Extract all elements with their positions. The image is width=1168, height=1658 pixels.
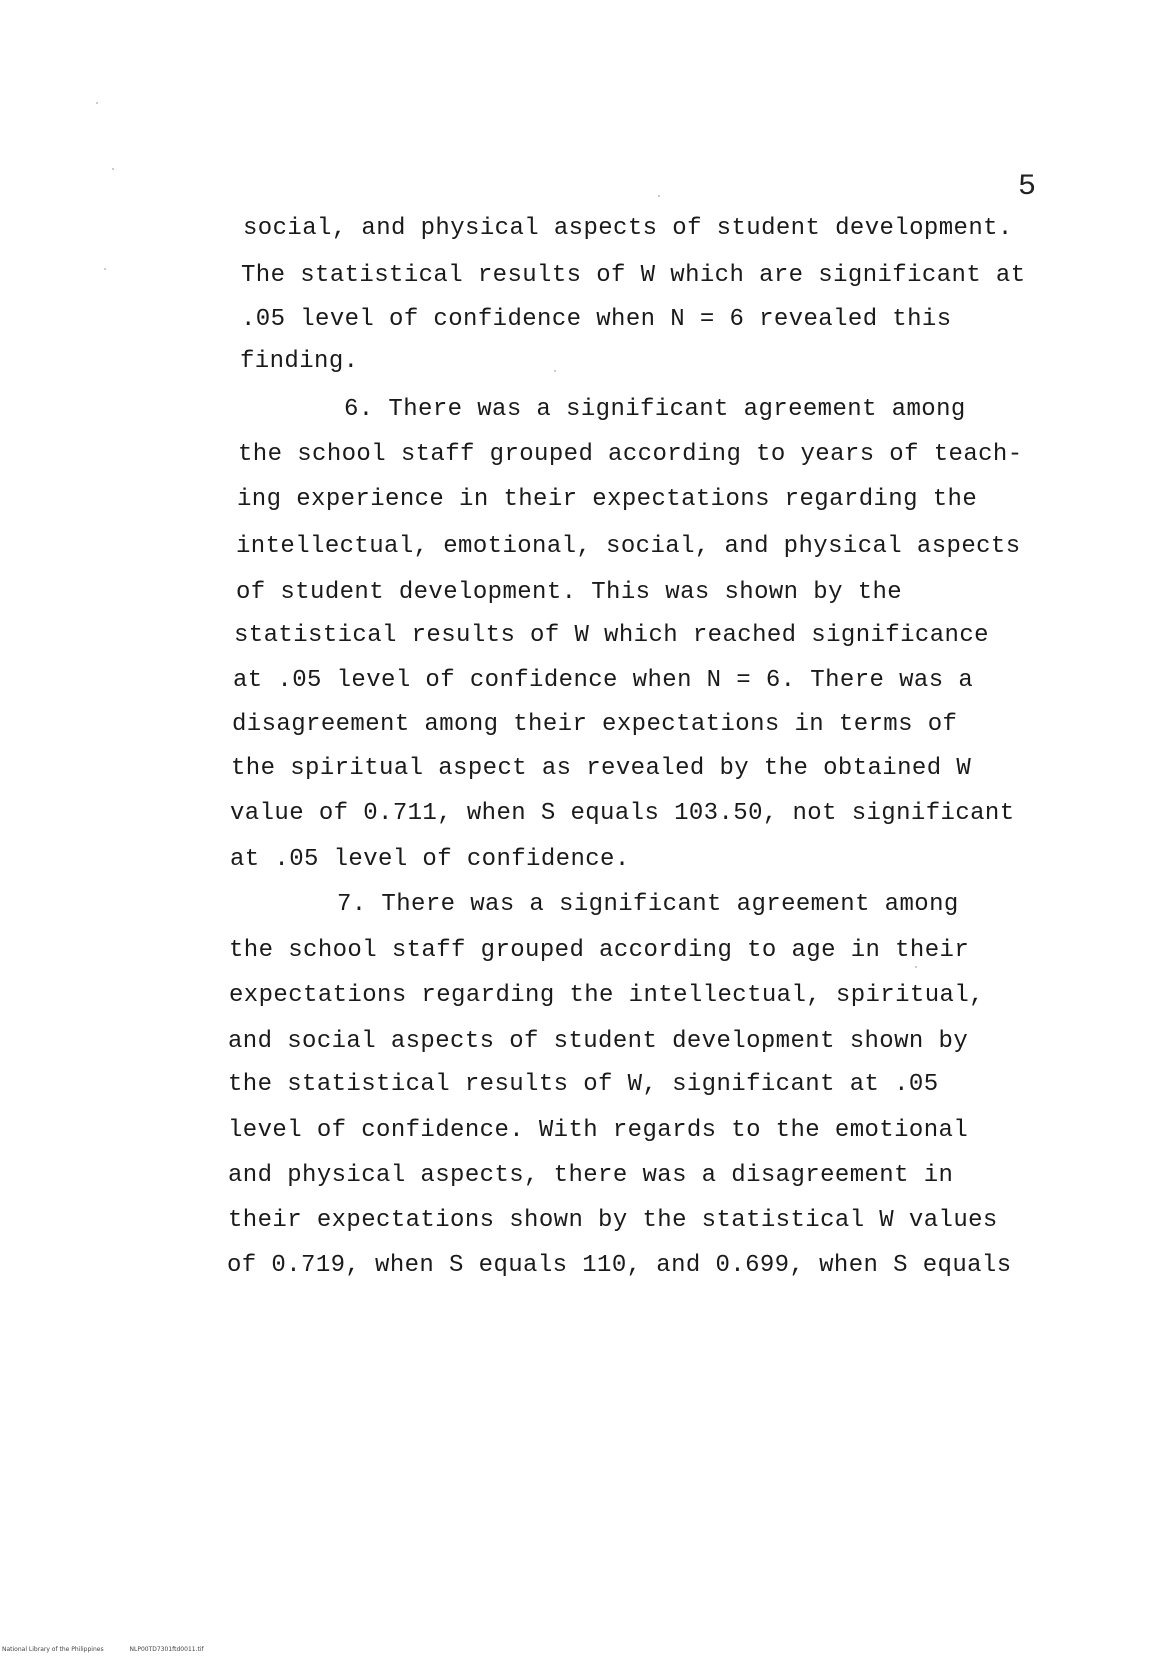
text-line: value of 0.711, when S equals 103.50, not significant <box>230 800 1015 827</box>
scan-speck <box>915 966 917 968</box>
page-number: 5 <box>1018 170 1037 204</box>
scan-speck <box>96 102 98 104</box>
text-line: level of confidence. With regards to the emotional <box>228 1117 969 1144</box>
text-line: The statistical results of W which are significant at <box>241 262 1026 289</box>
text-line: at .05 level of confidence when N = 6. There was a <box>233 667 974 694</box>
text-line: intellectual, emotional, social, and physical aspects <box>236 533 1021 560</box>
text-line: at .05 level of confidence. <box>230 846 630 873</box>
text-line: 7. There was a significant agreement among <box>337 891 959 918</box>
text-line: the spiritual aspect as revealed by the obtained W <box>231 755 972 782</box>
text-line: the statistical results of W, significant at .05 <box>228 1071 939 1098</box>
text-line: 6. There was a significant agreement among <box>344 396 966 423</box>
text-line: the school staff grouped according to age in their <box>229 937 970 964</box>
scan-speck <box>104 268 106 270</box>
footer-library: National Library of the Philippines <box>2 1646 104 1653</box>
text-line: .05 level of confidence when N = 6 revealed this <box>241 306 952 333</box>
text-line: disagreement among their expectations in terms of <box>232 711 958 738</box>
text-line: ing experience in their expectations regarding the <box>237 486 978 513</box>
scan-speck <box>554 370 556 372</box>
text-line: and social aspects of student development shown by <box>228 1028 969 1055</box>
footer-file-id: NLP00TD7301ftd0011.tif <box>129 1646 204 1653</box>
text-line: and physical aspects, there was a disagreement in <box>228 1162 954 1189</box>
text-line: their expectations shown by the statistical W values <box>228 1207 998 1234</box>
text-line: social, and physical aspects of student development. <box>243 215 1013 242</box>
text-line: the school staff grouped according to years of teach- <box>238 441 1023 468</box>
text-line: finding. <box>240 348 359 375</box>
text-line: of 0.719, when S equals 110, and 0.699, when S equals <box>227 1252 1012 1279</box>
text-line: statistical results of W which reached significance <box>234 622 989 649</box>
scan-footer <box>2 1646 204 1653</box>
text-line: expectations regarding the intellectual, spiritual, <box>229 982 984 1009</box>
scan-speck <box>658 195 660 197</box>
text-line: of student development. This was shown by the <box>236 579 903 606</box>
scan-speck <box>112 168 114 170</box>
